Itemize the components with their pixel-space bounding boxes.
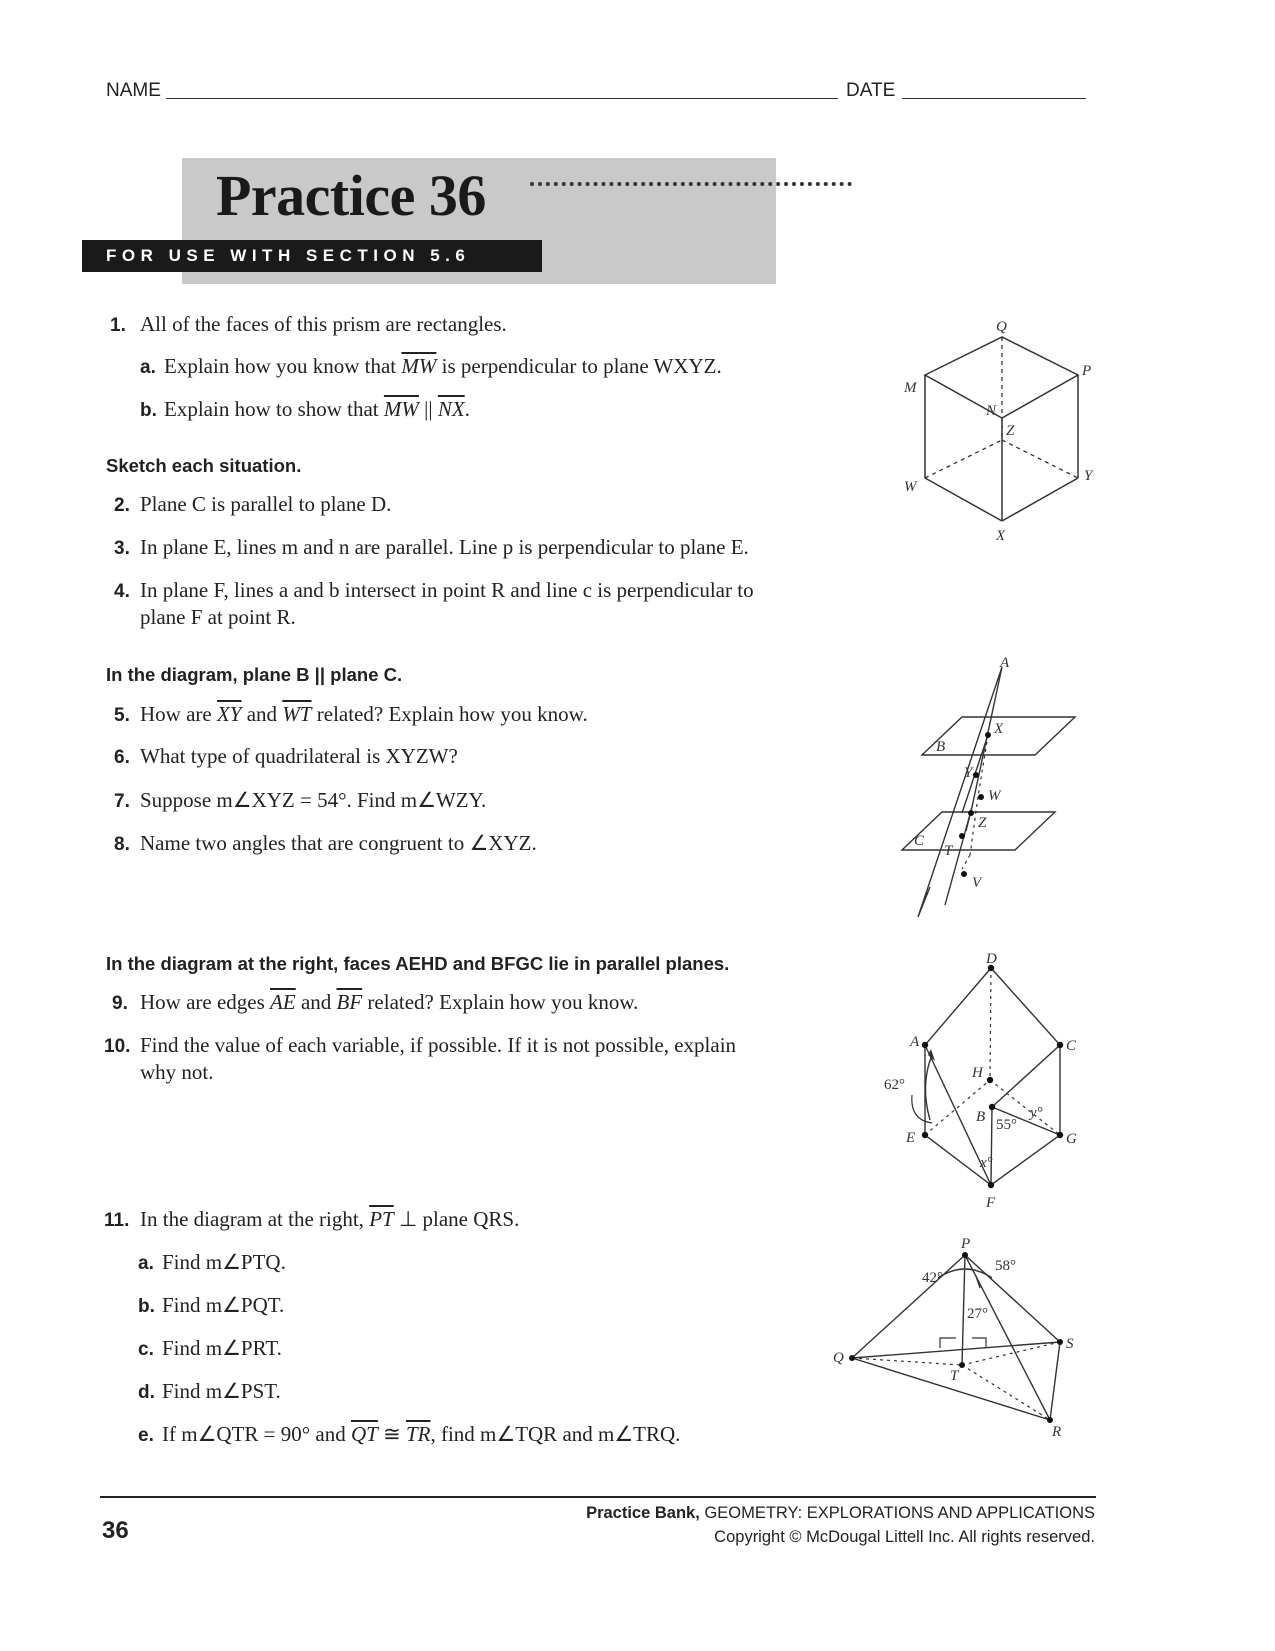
label-h: H — [972, 1065, 983, 1081]
label-g: G — [1066, 1131, 1077, 1147]
label-s: S — [1066, 1336, 1074, 1352]
label-t: T — [944, 843, 953, 859]
footer-source: Practice Bank, GEOMETRY: EXPLORATIONS AND APPLICATIONS — [586, 1504, 1095, 1522]
label-62-degrees: 62° — [884, 1077, 905, 1093]
question-7: 7. Suppose m∠XYZ = 54°. Find m∠WZY. — [114, 788, 487, 812]
label-q: Q — [996, 319, 1007, 335]
planes-heading: In the diagram, plane B || plane C. — [106, 664, 403, 685]
question-2: 2. Plane C is parallel to plane D. — [114, 492, 392, 516]
label-w: W — [904, 479, 917, 495]
label-p: P — [961, 1236, 971, 1252]
question-1a: a. Explain how you know that $\overline{MW}$ is perpendicular to plane WXYZ. — [140, 354, 722, 378]
label-a: A — [1000, 655, 1010, 671]
question-11b: b. Find m∠PQT. — [138, 1293, 285, 1317]
label-w: W — [988, 788, 1001, 804]
date-line[interactable] — [902, 98, 1086, 99]
label-z: Z — [978, 815, 987, 831]
question-10-cont: why not. — [140, 1060, 214, 1084]
faces-diagram — [880, 945, 1100, 1215]
label-a: A — [910, 1034, 920, 1050]
label-n: N — [986, 403, 997, 419]
label-v: V — [972, 875, 982, 891]
question-4: 4. In plane F, lines a and b intersect in point R and line c is perpendicular to — [114, 578, 754, 602]
question-number: 1. — [110, 315, 126, 336]
pyramid-diagram — [830, 1230, 1100, 1455]
faces-heading: In the diagram at the right, faces AEHD and BFGC lie in parallel planes. — [106, 953, 730, 974]
sketch-heading: Sketch each situation. — [106, 455, 302, 476]
page-title: Practice 36 — [216, 163, 486, 228]
label-f: F — [986, 1195, 996, 1211]
footer-rule — [100, 1496, 1096, 1498]
question-5: 5. How are $\overline{XY}$ and $\overline{WT}$ related? Explain how you know. — [114, 702, 588, 726]
date-label: DATE — [846, 80, 896, 101]
question-11e: e. If m∠QTR = 90° and $\overline{QT}$ ≅ $\overline{TR}$, find m∠TQR and m∠TRQ. — [138, 1422, 681, 1446]
question-11a: a. Find m∠PTQ. — [138, 1250, 286, 1274]
question-1b: b. Explain how to show that $\overline{MW}$ || $\overline{NX}$. — [140, 397, 470, 421]
label-c: C — [1066, 1038, 1077, 1054]
name-line[interactable] — [166, 98, 838, 99]
label-x: X — [994, 721, 1004, 737]
label-55-degrees: 55° — [996, 1117, 1017, 1133]
page-number: 36 — [102, 1517, 129, 1544]
label-x-degrees: x° — [980, 1155, 993, 1171]
label-c: C — [914, 833, 925, 849]
footer-copyright: Copyright © McDougal Littell Inc. All rights reserved. — [714, 1528, 1095, 1546]
label-z: Z — [1006, 423, 1015, 439]
label-b: B — [936, 739, 946, 755]
prism-diagram — [890, 315, 1100, 550]
label-27-degrees: 27° — [967, 1306, 988, 1322]
label-x: X — [996, 528, 1006, 544]
label-e: E — [906, 1130, 916, 1146]
question-11c: c. Find m∠PRT. — [138, 1336, 282, 1360]
question-11d: d. Find m∠PST. — [138, 1379, 281, 1403]
parallel-planes-diagram — [890, 655, 1090, 930]
label-q: Q — [833, 1350, 844, 1366]
section-bar: FOR USE WITH SECTION 5.6 — [82, 240, 542, 272]
question-11: 11. In the diagram at the right, $\overline{PT}$ ⊥ plane QRS. — [104, 1207, 520, 1231]
label-t: T — [950, 1368, 959, 1384]
question-8: 8. Name two angles that are congruent to ∠XYZ. — [114, 831, 537, 855]
question-4-cont: plane F at point R. — [140, 605, 296, 629]
label-y: Y — [1084, 468, 1093, 484]
label-p: P — [1082, 363, 1092, 379]
label-d: D — [986, 951, 997, 967]
question-1: 1. All of the faces of this prism are rectangles. — [110, 310, 507, 340]
label-y-degrees: y° — [1030, 1105, 1043, 1121]
label-42-degrees: 42° — [922, 1270, 943, 1286]
question-6: 6. What type of quadrilateral is XYZW? — [114, 744, 458, 768]
label-b: B — [976, 1109, 986, 1125]
title-dotted-rule — [530, 182, 852, 186]
question-10: 10. Find the value of each variable, if possible. If it is not possible, explain — [104, 1033, 737, 1057]
question-3: 3. In plane E, lines m and n are parallel. Line p is perpendicular to plane E. — [114, 535, 749, 559]
label-m: M — [904, 380, 917, 396]
label-y: Y — [964, 765, 973, 781]
label-58-degrees: 58° — [995, 1258, 1016, 1274]
label-r: R — [1052, 1424, 1062, 1440]
name-label: NAME — [106, 80, 161, 101]
question-9: 9. How are edges $\overline{AE}$ and $\overline{BF}$ related? Explain how you know. — [112, 990, 639, 1014]
